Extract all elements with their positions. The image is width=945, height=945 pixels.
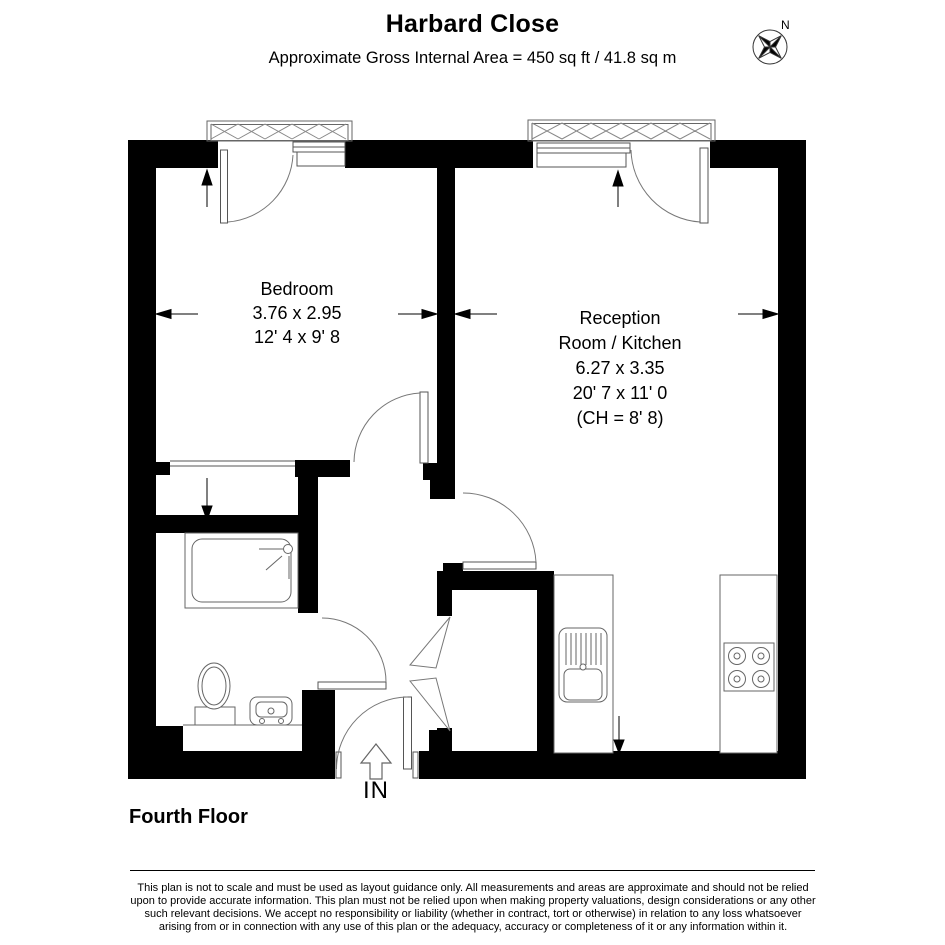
- reception-name-line1: Reception: [579, 308, 661, 328]
- arrow-up-icon: [202, 170, 212, 185]
- shower-tray: [185, 533, 298, 608]
- bedroom-size-metric: 3.76 x 2.95: [252, 303, 342, 323]
- reception-door-swing: [463, 493, 536, 562]
- compass-icon: [753, 30, 787, 64]
- reception-window: [537, 143, 630, 167]
- arrow-up-icon: [613, 171, 623, 186]
- cupboard-bifold-doors: [410, 617, 450, 731]
- basin: [250, 697, 292, 725]
- arrow-left-icon: [455, 310, 470, 319]
- door-leaves: [221, 148, 709, 778]
- bedroom-door-swing: [354, 393, 420, 462]
- entrance-door-leaf: [404, 697, 412, 769]
- reception-label: [510, 306, 730, 431]
- reception-ceiling-height: (CH = 8' 8): [576, 408, 664, 428]
- footer-divider: [130, 870, 815, 871]
- bedroom-window: [293, 142, 345, 166]
- reception-size-imperial: 20' 7 x 11' 0: [572, 383, 668, 403]
- entrance-threshold-right: [413, 752, 418, 778]
- reception-balcony: [528, 120, 715, 141]
- floor-name-label: Fourth Floor: [129, 806, 248, 828]
- wardrobe-front: [170, 461, 295, 466]
- sink-bowl: [564, 669, 602, 700]
- kitchen-counter-right: [720, 575, 777, 753]
- bedroom-name: Bedroom: [260, 279, 334, 299]
- reception-door-leaf: [463, 562, 536, 569]
- compass-north-label: N: [781, 18, 790, 32]
- entrance-in-arrow-icon: [361, 744, 391, 779]
- bedroom-size-imperial: 12' 4 x 9' 8: [254, 327, 340, 347]
- area-subtitle: Approximate Gross Internal Area = 450 sq ft / 41.8 sq m: [268, 49, 677, 67]
- reception-size-metric: 6.27 x 3.35: [575, 358, 665, 378]
- disclaimer-text: This plan is not to scale and must be used as layout guidance only. All measurements and areas are approximate and should not be relied upon to provide accurate information. This plan must not be relied upon when making property valuations, design considerations or any other such relevant decisions. We accept no responsibility or liability (whether in contract, tort or otherwise) in relation to any loss whatsoever arising from or in connection with any use of this plan or the adequacy, accuracy or completeness of it or any information within it.: [130, 882, 816, 933]
- arrow-left-icon: [156, 310, 171, 319]
- bedroom-balcony: [207, 121, 352, 141]
- reception-balcony-door-swing: [631, 150, 700, 222]
- arrow-right-icon: [422, 310, 437, 319]
- page-title: Harbard Close: [385, 10, 560, 38]
- bathroom-door-leaf: [318, 682, 386, 689]
- toilet: [195, 663, 235, 725]
- reception-name-line2: Room / Kitchen: [558, 333, 682, 353]
- reception-balcony-door-leaf: [700, 148, 708, 223]
- tap-icon: [580, 664, 586, 670]
- door-swings: [228, 150, 700, 769]
- shower-head-icon: [284, 545, 293, 554]
- entrance-in-label: IN: [363, 777, 389, 804]
- bathroom-door-swing: [322, 618, 386, 682]
- bedroom-balcony-door-leaf: [221, 150, 228, 223]
- bedroom-balcony-door-swing: [228, 155, 293, 222]
- bedroom-door-leaf: [420, 392, 428, 463]
- bedroom-label: [187, 277, 407, 349]
- arrow-right-icon: [763, 310, 778, 319]
- kitchen-counter-left: [554, 575, 613, 753]
